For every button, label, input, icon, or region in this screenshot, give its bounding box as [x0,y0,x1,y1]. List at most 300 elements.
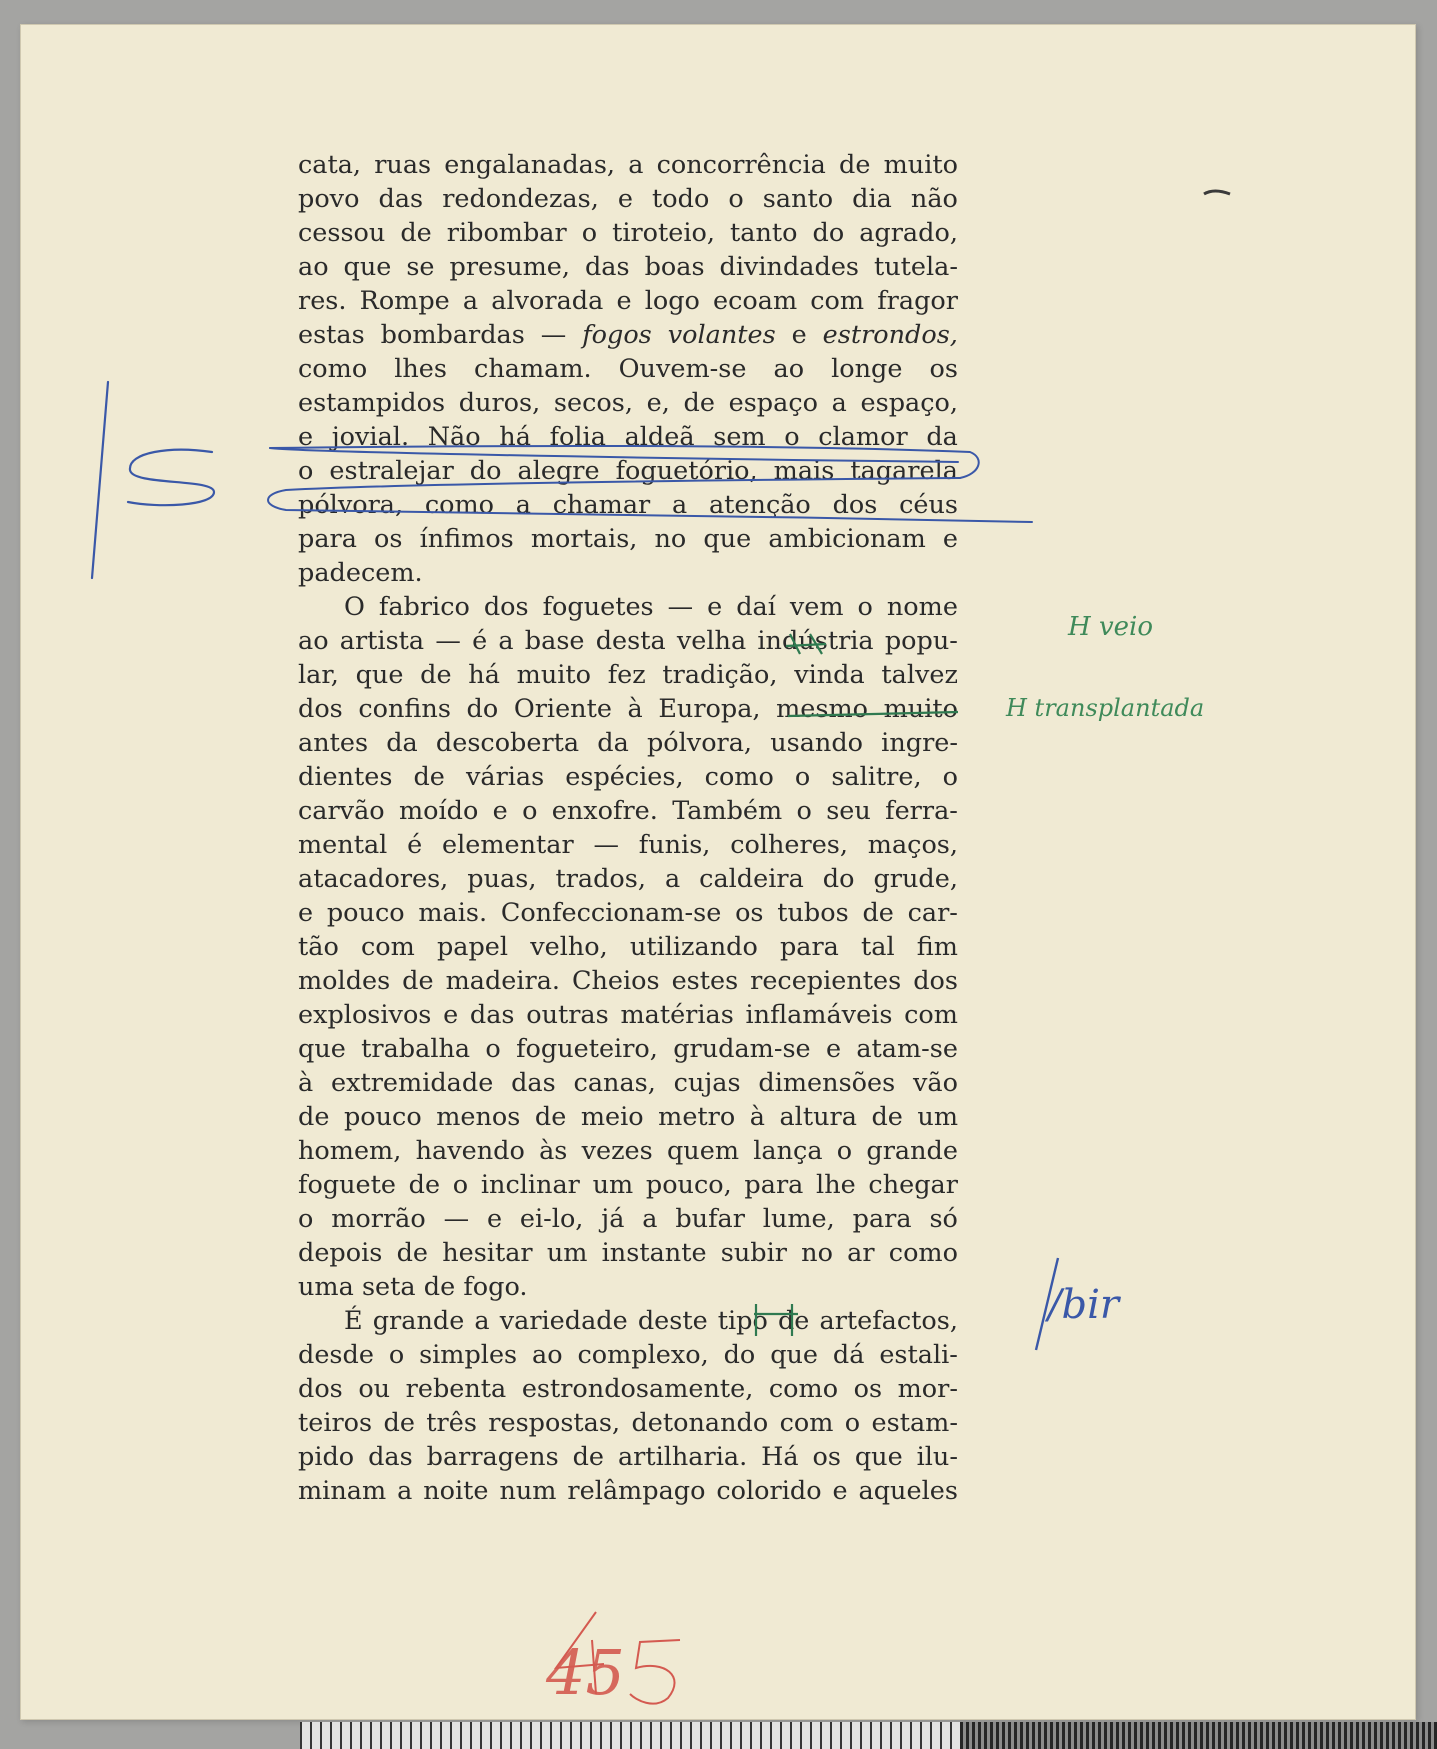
word: muito [883,694,958,724]
word: grudam-se [673,1034,811,1064]
word: tal [861,932,895,962]
word: tagarela [850,456,958,486]
word: mais. [418,898,488,928]
word: tradição, [662,660,778,690]
word: vão [913,1068,958,1098]
text-line [298,794,958,829]
word: o [485,1034,501,1064]
word: colorido [716,1476,822,1506]
word: como [768,1374,839,1404]
margin-note-transplantada: H transplantada [1006,694,1205,722]
word: madeira. [445,966,561,996]
text-line [298,896,958,931]
word: complexo, [577,1340,709,1370]
word: grande [866,1136,958,1166]
text-line [298,1406,958,1441]
word: longe [831,354,903,384]
word: seta [361,1272,416,1302]
word: Europa, [658,694,761,724]
word: indústria [757,626,874,656]
word: a [831,388,847,418]
word: de [383,1408,415,1438]
word: os [929,354,958,384]
word: de [534,1102,567,1132]
word: de [777,1306,810,1336]
word: que [854,1442,903,1472]
word: nome [886,592,958,622]
word: da [386,728,418,758]
word: estrondos, [822,320,958,350]
word: chamar [552,490,651,520]
word: mortais, [530,524,638,554]
word: a [672,490,688,520]
word: o [844,1408,861,1438]
text-line [298,1168,958,1203]
word: dos [483,592,529,622]
word: só [929,1204,958,1234]
word: espécies, [565,762,684,792]
word: estali- [879,1340,958,1370]
word: depois [298,1238,383,1268]
word: e [443,1000,459,1030]
word: pouco [343,1102,422,1132]
word: e [298,422,314,452]
text-line [298,454,958,489]
word: muito [516,660,591,690]
word: lume, [762,1204,835,1234]
word: tubos [777,898,849,928]
word: É [344,1306,363,1336]
word: de [572,1442,605,1472]
word: meio [580,1102,644,1132]
word: foguetório, [615,456,758,486]
word: ao [773,354,805,384]
word: morrão [331,1204,426,1234]
word: espaço [728,388,818,418]
word: utilizando [629,932,758,962]
text-line [298,1100,958,1135]
text-line [298,624,958,659]
word: logo [644,286,700,316]
word: os [812,1442,841,1472]
word: de [871,1102,903,1132]
word: detonando [631,1408,769,1438]
word: inflamáveis [745,1000,893,1030]
word: recepientes [750,966,902,996]
word: dos [298,1374,343,1404]
word: é [472,626,488,656]
word: muito [883,150,958,180]
text-line [298,998,958,1033]
word: — [443,1204,470,1234]
word: e [825,1034,842,1064]
word: mor- [897,1374,958,1404]
word: pouco [326,898,405,928]
word: instante [601,1238,707,1268]
word: ao [532,1340,563,1370]
word: para [744,1170,804,1200]
word: Não [427,422,481,452]
word: um [592,1170,634,1200]
word: minam [298,1476,387,1506]
word: desta [595,626,666,656]
word: jovial. [331,422,410,452]
word: trados, [555,864,646,894]
word: variedade [499,1306,628,1336]
word: não [910,184,958,214]
word: das [368,1442,413,1472]
text-line [298,386,958,421]
word: com [904,1000,958,1030]
word: agrado, [859,218,958,248]
word: grude, [873,864,958,894]
word: antes [298,728,369,758]
word: com [779,1408,834,1438]
word: velha [676,626,747,656]
word: funis, [638,830,711,860]
word: boas [644,252,705,282]
word: que [355,660,404,690]
word: alvorada [491,286,604,316]
word: moído [398,796,479,826]
word: é [407,830,423,860]
word: a [397,1476,413,1506]
word: colheres, [730,830,848,860]
word: o [836,1136,853,1166]
word: para [852,1204,912,1234]
word: os [374,524,403,554]
word: popu- [884,626,958,656]
word: hesitar [442,1238,533,1268]
word: às [539,1136,568,1166]
word: ínfimos [419,524,514,554]
word: foguete [298,1170,396,1200]
word: de [400,218,432,248]
word: todo [652,184,710,214]
word: tanto [730,218,798,248]
text-line [344,590,958,625]
word: quem [666,1136,740,1166]
word: pouco, [645,1170,732,1200]
word: de [408,1170,441,1200]
word: no [654,524,687,554]
word: ilu- [916,1442,958,1472]
word: mesmo [776,694,869,724]
word: ruas [374,150,432,180]
word: extremidade [331,1068,494,1098]
text-line [298,862,958,897]
word: mais [773,456,835,486]
word: e [791,320,807,350]
word: povo [298,184,360,214]
word: à [749,1102,765,1132]
word: os [853,1374,883,1404]
word: enxofre. [551,796,658,826]
word: car- [907,898,958,928]
word: foguetes [542,592,654,622]
word: fogueteiro, [516,1034,658,1064]
word: cujas [673,1068,741,1098]
word: estes [671,966,739,996]
word: de [413,762,445,792]
word: Confeccionam-se [500,898,722,928]
word: que [703,524,752,554]
word: rebenta [405,1374,507,1404]
word: chegar [868,1170,958,1200]
word: tipo [717,1306,768,1336]
word: da [926,422,958,452]
text-line [298,1338,958,1373]
word: dia [852,184,892,214]
word: menos [436,1102,521,1132]
word: e [832,1476,848,1506]
word: dimensões [758,1068,896,1098]
text-line [298,352,958,387]
word: de [396,1238,428,1268]
word: para [779,932,839,962]
word: estampidos [298,388,446,418]
text-line [298,828,958,863]
svg-text:|S: |S [0,0,2,1]
word: o [522,796,538,826]
word: presume, [449,252,570,282]
word: como [424,490,495,520]
word: base [524,626,585,656]
word: barragens [426,1442,559,1472]
word: do [822,864,855,894]
word: dientes [298,762,393,792]
word: ao [298,626,329,656]
word: ou [358,1374,391,1404]
word: cata, [298,150,362,180]
word: dos [298,694,343,724]
word: chamam. [474,354,592,384]
word: papel [436,932,509,962]
word: do [812,218,845,248]
word: redondezas, [442,184,599,214]
text-line [298,1474,958,1509]
text-line [298,1236,958,1271]
word: e [486,1204,503,1234]
word: metro [658,1102,736,1132]
word: ingre- [881,728,958,758]
word: padecem. [298,558,423,588]
word: grande [372,1306,465,1336]
word: que [298,1034,346,1064]
word: canas, [573,1068,656,1098]
word: o [794,762,811,792]
text-line [344,1304,958,1339]
word: havendo [415,1136,525,1166]
word: de [420,660,452,690]
word: outras [526,1000,609,1030]
word: salitre, [831,762,922,792]
word: o [796,796,812,826]
text-line [298,930,958,965]
word: respostas, [488,1408,621,1438]
word: fim [916,932,958,962]
word: carvão [298,796,385,826]
margin-note-veio: H veio [1068,612,1153,642]
word: explosivos [298,1000,432,1030]
word: das [584,252,630,282]
word: pido [298,1442,355,1472]
word: e [616,286,632,316]
word: o [298,1204,314,1234]
text-line [298,1032,958,1067]
word: a [642,1204,658,1234]
word: cessou [298,218,386,248]
word: uma [298,1272,354,1302]
word: daí [736,592,776,622]
word: de [298,1102,330,1132]
word: para [298,524,357,554]
word: já [601,1204,625,1234]
word: talvez [881,660,958,690]
word: folia [549,422,606,452]
word: há [499,422,531,452]
word: e [617,184,633,214]
word: lança [753,1136,823,1166]
word: fabrico [378,592,470,622]
word: aldeã [624,422,695,452]
word: e [298,898,314,928]
word: Há [761,1442,799,1472]
word: tutela- [873,252,958,282]
word: de [423,1272,456,1302]
word: ambicionam [768,524,926,554]
word: trabalha [361,1034,471,1064]
word: deste [637,1306,708,1336]
word: lar, [298,660,339,690]
word: do [466,694,499,724]
word: moldes [298,966,391,996]
word: num [499,1476,557,1506]
word: pólvora, [646,728,753,758]
word: um [546,1238,588,1268]
word: — [435,626,461,656]
word: do [469,456,502,486]
text-line [298,760,958,795]
word: dá [832,1340,865,1370]
word: homem, [298,1136,402,1166]
margin-note-bir: /bir [1048,1282,1119,1328]
word: secos, [553,388,633,418]
text-line [298,1270,958,1305]
word: o [388,1340,405,1370]
word: e, [646,388,670,418]
word: dos [832,490,878,520]
word: artilharia. [617,1442,748,1472]
page-number: 45 [546,1636,625,1709]
word: noite [423,1476,489,1506]
word: sem [713,422,766,452]
word: com [360,932,415,962]
word: como [704,762,774,792]
word: dos [913,966,958,996]
word: e [942,524,958,554]
word: O [344,592,365,622]
word: com [810,286,865,316]
text-line [298,658,958,693]
word: das [511,1068,556,1098]
text-line [298,1134,958,1169]
word: pólvora, [298,490,404,520]
word: artefactos, [819,1306,958,1336]
word: aqueles [858,1476,958,1506]
word: vem [789,592,844,622]
text-line [298,556,958,591]
word: estas [298,320,365,350]
text-line [298,488,958,523]
word: de [402,966,434,996]
word: das [378,184,424,214]
word: fogo. [463,1272,528,1302]
word: vezes [581,1136,653,1166]
word: que [770,1340,819,1370]
word: vinda [794,660,865,690]
word: da [597,728,629,758]
word: elementar [442,830,574,860]
word: o [784,422,800,452]
word: divindades [719,252,859,282]
word: confins [358,694,451,724]
word: há [468,660,500,690]
word: altura [779,1102,857,1132]
word: santo [762,184,834,214]
word: se [406,252,435,282]
word: estrondosamente, [521,1374,754,1404]
word: relâmpago [567,1476,706,1506]
text-line [298,964,958,999]
text-line [298,692,958,727]
word: a [474,1306,490,1336]
text-line [298,420,958,455]
word: fez [607,660,646,690]
word: — [593,830,619,860]
word: Cheios [571,966,660,996]
word: puas, [467,864,537,894]
word: fragor [877,286,958,316]
word: a [498,626,514,656]
word: duros, [458,388,541,418]
word: ferra- [885,796,958,826]
word: alegre [517,456,600,486]
word: o [581,218,598,248]
word: engalanadas, [444,150,616,180]
word: como [888,1238,958,1268]
word: ar [847,1238,875,1268]
word: o [857,592,873,622]
word: ao [298,252,329,282]
word: o [452,1170,469,1200]
word: atacadores, [298,864,449,894]
word: estam- [871,1408,958,1438]
word: Ouvem-se [618,354,747,384]
text-line [298,284,958,319]
word: céus [899,490,958,520]
word: res. [298,286,347,316]
word: bufar [675,1204,745,1234]
word: atam-se [856,1034,958,1064]
text-line [298,216,958,251]
word: no [801,1238,833,1268]
text-line [298,148,958,183]
word: Rompe [359,286,450,316]
word: de [839,150,871,180]
word: à [627,694,643,724]
text-line [298,1066,958,1101]
